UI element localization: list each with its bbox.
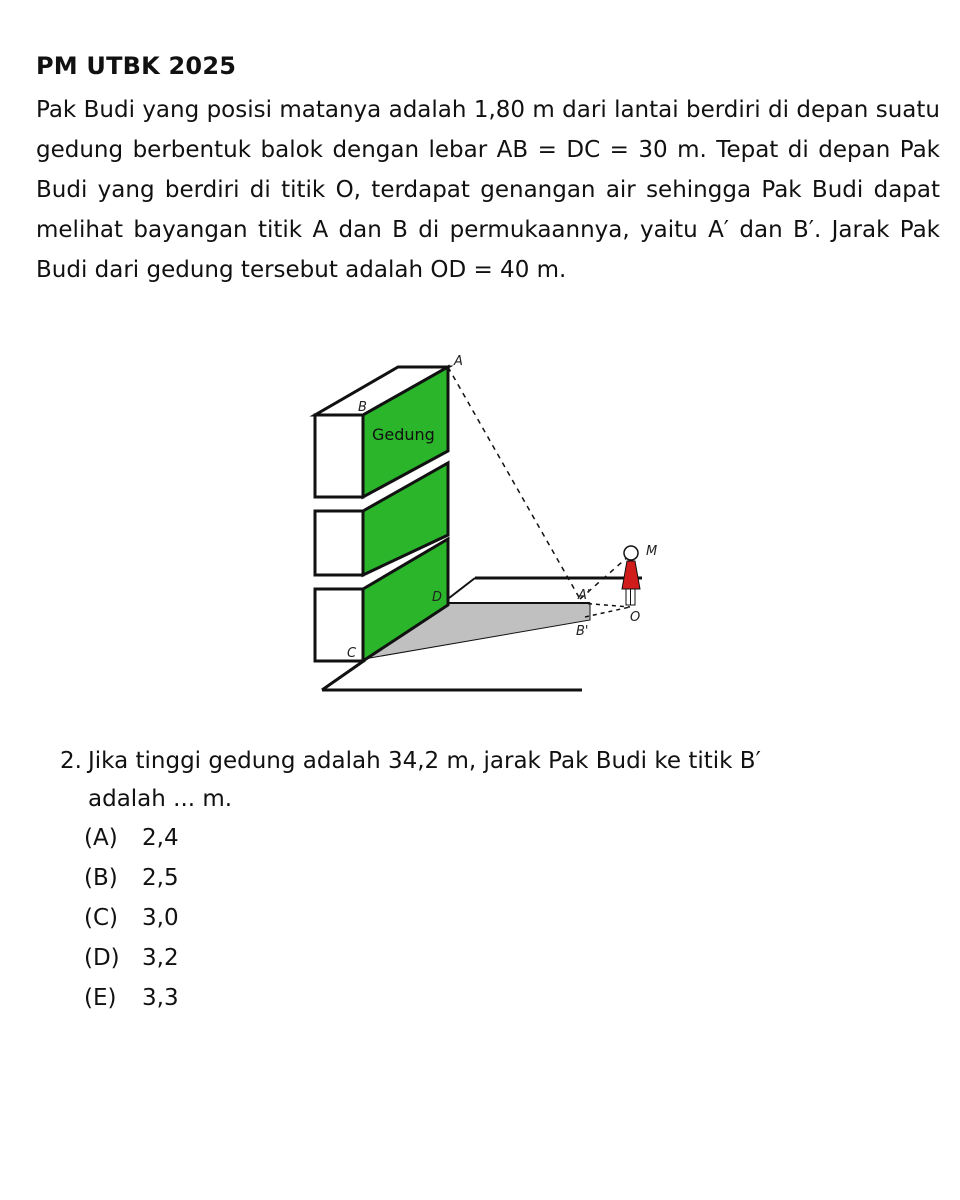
problem-description: Pak Budi yang posisi matanya adalah 1,80 m dari lantai berdiri di depan suatu gedung berbentuk balok dengan lebar AB = DC = 30 m. Tepat di depan Pak Budi yang berdiri di titik O, terdapat genangan air sehingga Pak Budi dapat melihat bayangan titik A dan B di permukaannya, yaitu A′ dan B′. Jarak Pak Budi dari gedung tersebut adalah OD = 40 m.	[36, 97, 940, 283]
option-value: 2,5	[142, 865, 179, 891]
ground-line-diagonal	[322, 660, 365, 690]
label-point-a-prime: A'	[578, 588, 591, 603]
label-point-b: B	[358, 400, 367, 415]
option-value: 3,0	[142, 905, 179, 931]
option-c[interactable]	[84, 898, 179, 938]
dashed-line-bprime-o	[585, 607, 630, 617]
option-b[interactable]	[84, 858, 179, 898]
diagram-svg	[290, 345, 660, 705]
building-label: Gedung	[372, 425, 435, 444]
option-value: 3,2	[142, 945, 179, 971]
page-title: PM UTBK 2025	[36, 52, 237, 80]
label-point-m: M	[646, 544, 658, 559]
label-point-d: D	[432, 590, 443, 605]
option-value: 2,4	[142, 825, 179, 851]
option-letter: (E)	[84, 985, 117, 1011]
question-line-2: adalah ... m.	[88, 786, 233, 812]
option-letter: (A)	[84, 825, 118, 851]
question-text-1: Jika tinggi gedung adalah 34,2 m, jarak Pak Budi ke titik B′	[88, 748, 761, 774]
label-point-b-prime: B'	[576, 624, 589, 639]
label-point-c: C	[347, 646, 357, 661]
question-number: 2.	[60, 748, 82, 774]
building-diagram	[290, 345, 660, 705]
answer-options	[84, 818, 179, 1018]
option-d[interactable]	[84, 938, 179, 978]
dashed-line-a-aprime	[448, 367, 580, 599]
question-block	[60, 742, 880, 818]
label-point-a: A	[454, 354, 463, 369]
option-letter: (D)	[84, 945, 120, 971]
option-letter: (B)	[84, 865, 118, 891]
option-e[interactable]	[84, 978, 179, 1018]
person-head	[624, 546, 638, 560]
building-side-middle	[315, 511, 363, 575]
label-point-o: O	[630, 610, 641, 625]
option-letter: (C)	[84, 905, 119, 931]
building-side-top	[315, 415, 363, 497]
person-dress	[622, 561, 640, 589]
option-a[interactable]	[84, 818, 179, 858]
option-value: 3,3	[142, 985, 179, 1011]
question-line-1	[60, 742, 880, 780]
